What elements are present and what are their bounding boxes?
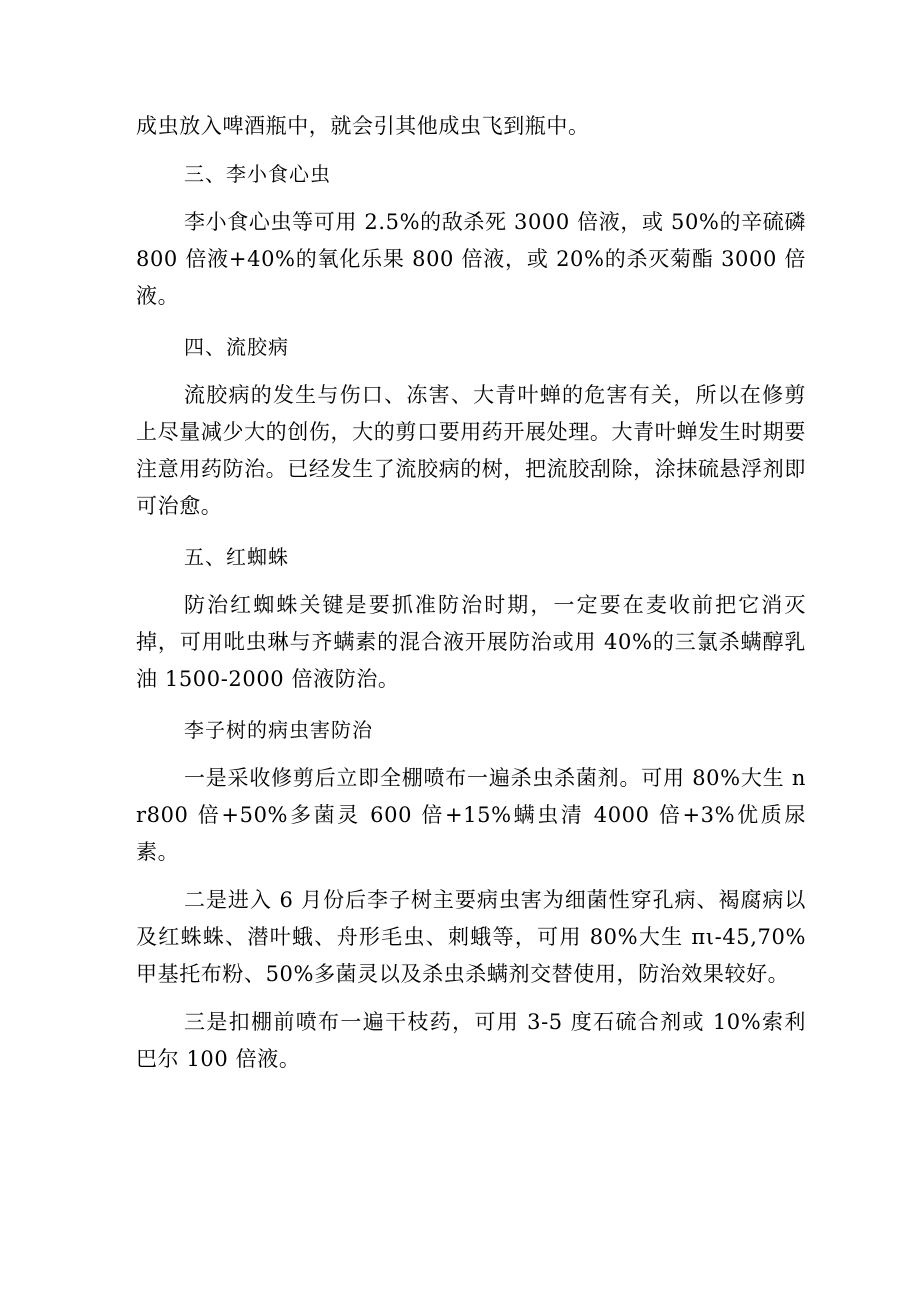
section-heading-red-spider: 五、红蜘蛛: [184, 545, 289, 569]
paragraph-step-two: 二是进入 6 月份后李子树主要病虫害为细菌性穿孔病、褐腐病以及红蛛蛛、潜叶蛾、舟形毛虫、刺蛾等，可用 80%大生 πι-45,70%甲基托布粉、50%多菌灵以及杀虫杀螨剂交替使用，防治效果较好。: [136, 888, 806, 986]
paragraph-red-spider: 防治红蜘蛛关键是要抓准防治时期，一定要在麦收前把它消灭掉，可用吡虫琳与齐螨素的混合液开展防治或用 40%的三氯杀螨醇乳油 1500-2000 倍液防治。: [136, 593, 806, 691]
paragraph-step-three: 三是扣棚前喷布一遍干枝药，可用 3-5 度石硫合剂或 10%索利巴尔 100 倍液。: [136, 1010, 806, 1071]
section-heading-plum-pest-control: 李子树的病虫害防治: [184, 718, 373, 742]
section-heading-gummosis: 四、流胶病: [184, 335, 289, 359]
paragraph-continuation: 成虫放入啤酒瓶中，就会引其他成虫飞到瓶中。: [136, 114, 590, 138]
document-body: [136, 108, 806, 1078]
paragraph-step-one: 一是采收修剪后立即全棚喷布一遍杀虫杀菌剂。可用 80%大生 nr800 倍+50%多菌灵 600 倍+15%螨虫清 4000 倍+3%优质尿素。: [136, 766, 806, 864]
paragraph-gummosis: 流胶病的发生与伤口、冻害、大青叶蝉的危害有关，所以在修剪上尽量减少大的创伤，大的剪口要用药开展处理。大青叶蝉发生时期要注意用药防治。已经发生了流胶病的树，把流胶刮除，涂抹硫悬浮剂即可治愈。: [136, 383, 806, 518]
section-heading-plum-fruit-moth: 三、李小食心虫: [184, 162, 331, 186]
paragraph-plum-fruit-moth: 李小食心虫等可用 2.5%的敌杀死 3000 倍液，或 50%的辛硫磷 800 倍液+40%的氧化乐果 800 倍液，或 20%的杀灭菊酯 3000 倍液。: [136, 210, 806, 308]
